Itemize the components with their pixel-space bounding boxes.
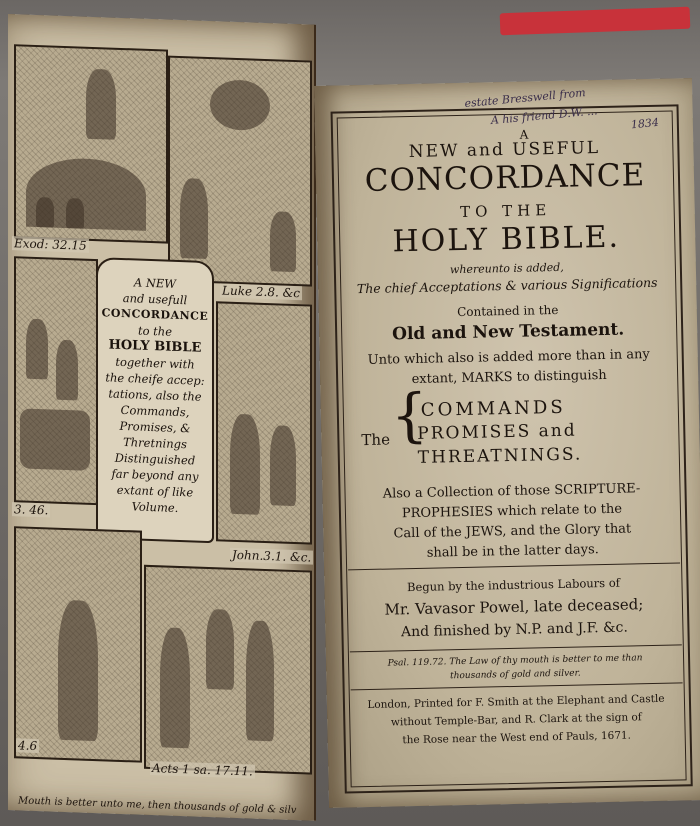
scroll-line: Commands, [120,402,190,420]
engraving-angel-shepherds [168,56,312,287]
engraving-woman [14,526,142,762]
title-line: shall be in the latter days. [426,542,599,561]
caption-john: John.3.1. &c. [232,547,312,565]
title-threatnings: THREATNINGS. [417,444,583,468]
scroll-line: Volume. [131,499,179,515]
scroll-line: tations, also the [108,386,202,404]
scroll-line: Thretnings [123,435,187,452]
title-line: And finished by N.P. and J.F. &c. [400,619,628,641]
scroll-line: Promises, & [119,418,191,436]
title-line: extant, MARKS to distinguish [411,367,607,388]
frontispiece-scroll [96,257,214,543]
title-line: NEW and USEFUL [408,138,601,163]
scroll-line: far beyond any [111,466,199,484]
engraving-bereans [144,565,312,775]
title-author: Mr. Vavasor Powel, late deceased; [384,595,644,619]
title-line: Unto which also is added more than in any [367,347,650,368]
brace-glyph: { [390,380,429,450]
frontispiece-page [8,14,316,821]
scroll-line: and usefull [122,291,188,308]
scroll-line: CONCORDANCE [101,306,209,323]
title-line: thousands of gold and silver. [449,668,581,682]
frontispiece-footnote: Mouth is better unto me, then thousands of gold & silv [18,795,297,817]
caption-exod: Exod: 32.15 [14,236,87,253]
title-line: whereunto is added, [449,260,564,277]
scroll-line: A NEW [133,275,177,291]
title-line: Contained in the [456,302,559,320]
title-concordance: CONCORDANCE [364,157,646,199]
imprint-line: London, Printed for F. Smith at the Elephant and Castle [367,692,665,712]
scroll-line: the cheife accep: [105,370,205,388]
scroll-line: HOLY BIBLE [108,337,202,356]
title-commands: COMMANDS [420,396,566,421]
title-holy-bible: HOLY BIBLE. [392,219,621,260]
handwritten-inscription: A his friend D.W. ... [490,104,599,128]
engraving-deathbed [14,256,98,505]
title-line: The [361,430,391,450]
title-line: Call of the JEWS, and the Glory that [393,521,632,542]
title-line: PROPHESIES which relate to the [401,501,623,522]
title-line: The chief Acceptations & various Significations [356,274,658,297]
imprint-line: the Rose near the West end of Pauls, 1671. [402,729,632,747]
caption-ref-left: 3. 46. [14,502,49,518]
scroll-line: together with [115,354,195,372]
title-line: Also a Collection of those SCRIPTURE- [382,481,641,502]
title-testaments: Old and New Testament. [391,319,625,345]
caption-num46: 4.6 [18,738,38,754]
title-line: Begun by the industrious Labours of [406,575,621,595]
imprint-line: without Temple-Bar, and R. Clark at the sign of [390,711,642,729]
handwritten-year: 1834 [630,115,660,132]
caption-luke: Luke 2.8. &c [222,283,300,301]
title-promises: PROMISES and [417,420,577,444]
scroll-line: extant of like [116,482,194,500]
title-line: A [519,127,529,142]
scroll-line: Distinguished [114,450,196,468]
title-line: Psal. 119.72. The Law of thy mouth is better to me than [387,653,643,669]
handwritten-inscription: estate Bresswell from [463,86,587,111]
engraving-nicodemus [216,301,312,544]
engraving-moses [14,44,168,243]
title-page [314,78,700,808]
scroll-line: to the [137,323,173,339]
caption-acts: Acts 1 sa. 17.11. [152,761,253,779]
title-line: TO THE [459,201,552,221]
